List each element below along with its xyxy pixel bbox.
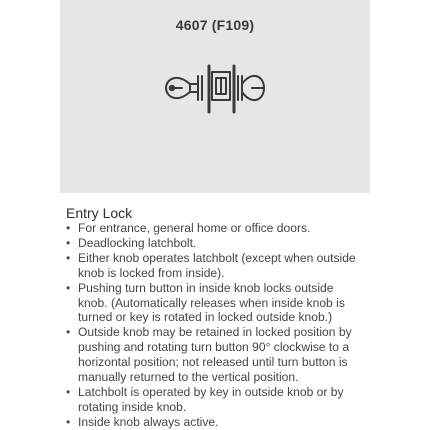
entry-lock-function-diagram-icon <box>160 40 270 120</box>
product-code: 4607 (F109) <box>175 17 255 33</box>
feature-item: • For entrance, general home or office doors. <box>66 221 366 236</box>
feature-item: • Outside knob may be retained in locked position by pushing and rotating turn button 90° clockwise to a horizontal position; not released until turn button is manually returned to the vertical position. <box>66 325 366 385</box>
product-card <box>60 0 370 430</box>
feature-item: • Deadlocking latchbolt. <box>66 236 366 251</box>
product-header <box>60 0 370 193</box>
lock-type-heading: Entry Lock <box>66 205 133 221</box>
feature-item: • Latchbolt is operated by key in outside knob or by rotating inside knob. <box>66 385 366 415</box>
feature-item: • Either knob operates latchbolt (except when outside knob is locked from inside). <box>66 251 366 281</box>
feature-list <box>66 221 366 430</box>
feature-item: • Pushing turn button in inside knob locks outside knob. (Automatically releases when inside knob is turned or key is rotated in locked outside knob.) <box>66 281 366 326</box>
feature-item: • Inside knob always active. <box>66 415 366 430</box>
